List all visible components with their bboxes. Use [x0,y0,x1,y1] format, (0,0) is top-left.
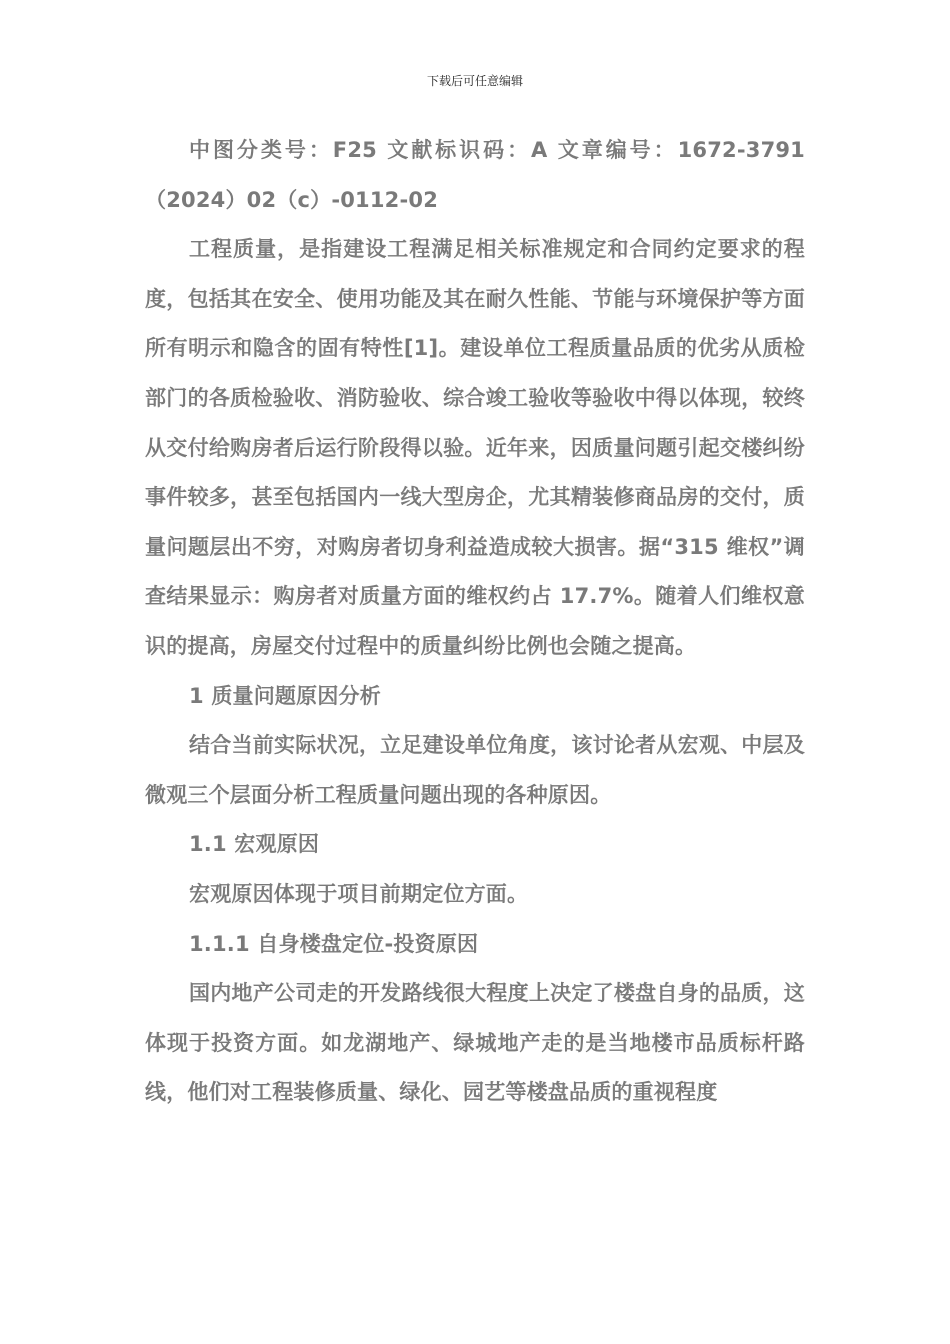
section-heading-1: 1 质量问题原因分析 [189,683,381,708]
section-1-paragraph: 结合当前实际状况，立足建设单位角度，该讨论者从宏观、中层及微观三个层面分析工程质量问题出现的各种原因。 [145,733,805,807]
section-1-1-paragraph: 宏观原因体现于项目前期定位方面。 [189,881,529,906]
intro-paragraph: 工程质量，是指建设工程满足相关标准规定和合同约定要求的程度，包括其在安全、使用功能及其在耐久性能、节能与环境保护等方面所有明示和隐含的固有特性[1]。建设单位工程质量品质的优劣从质检部门的各质检验收、消防验收、综合竣工验收等验收中得以体现，较终从交付给购房者后运行阶段得以验。近年来，因质量问题引起交楼纠纷事件较多，甚至包括国内一线大型房企，尤其精装修商品房的交付，质量问题层出不穷，对购房者切身利益造成较大损害。据“315 维权”调查结果显示：购房者对质量方面的维权约占 17.7%。随着人们维权意识的提高，房屋交付过程中的质量纠纷比例也会随之提高。 [145,237,805,658]
article-body [145,126,805,1118]
header-note: 下载后可任意编辑 [426,74,523,88]
section-heading-1-1: 1.1 宏观原因 [189,832,320,857]
classification-meta: 中图分类号：F25 文献标识码：A 文章编号：1672-3791（2024）02（c）-0112-02 [145,138,805,212]
section-heading-1-1-1: 1.1.1 自身楼盘定位-投资原因 [189,931,479,956]
section-1-1-1-paragraph: 国内地产公司走的开发路线很大程度上决定了楼盘自身的品质，这体现于投资方面。如龙湖地产、绿城地产走的是当地楼市品质标杆路线，他们对工程装修质量、绿化、园艺等楼盘品质的重视程度 [145,981,805,1105]
